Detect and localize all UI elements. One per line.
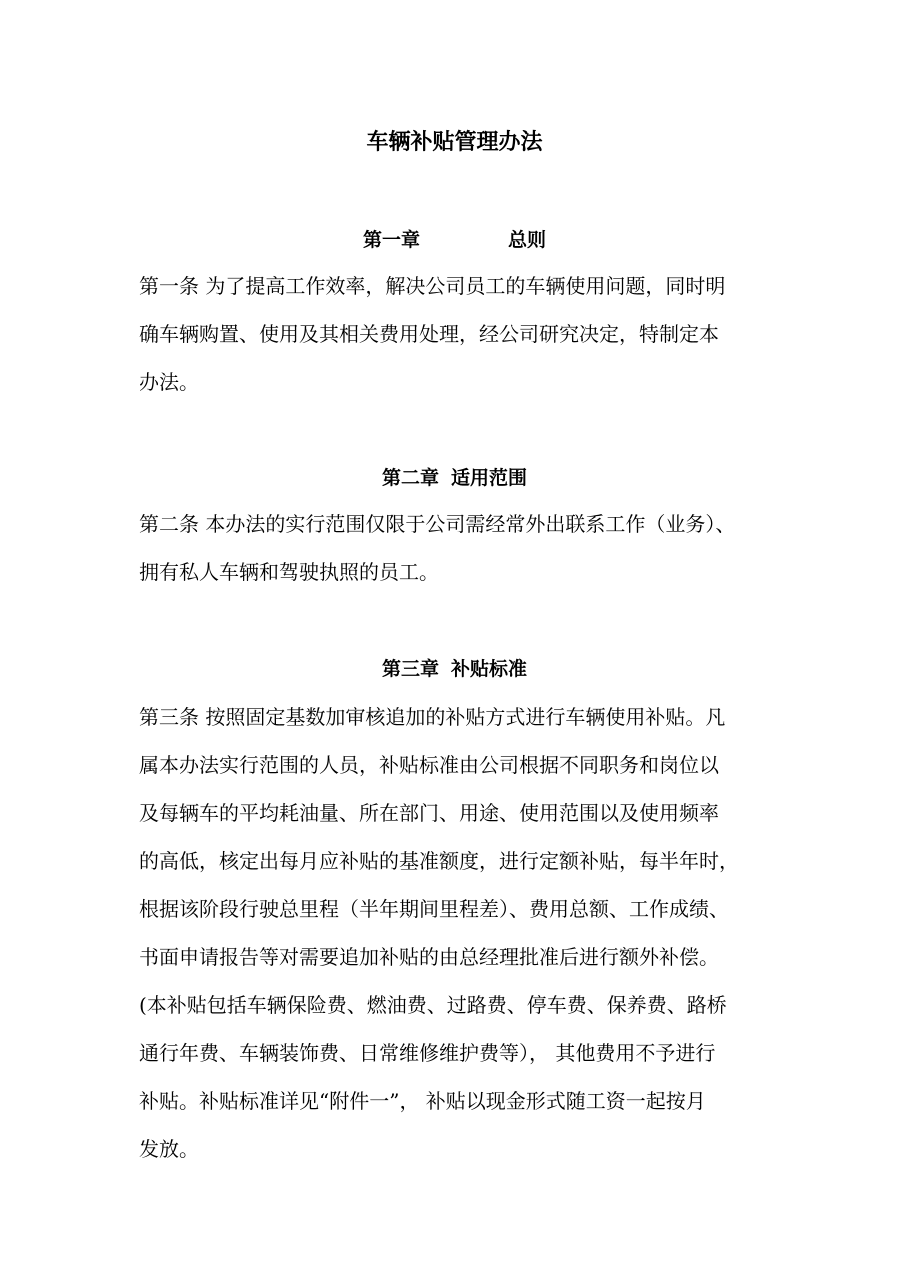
chapter-number: 第二章	[381, 467, 439, 489]
article-3	[139, 693, 789, 1173]
chapter-name: 适用范围	[451, 467, 528, 489]
article-line: 根据该阶段行驶总里程（半年期间里程差）、费用总额、工作成绩、	[139, 897, 729, 921]
chapter-number: 第一章	[362, 229, 420, 251]
article-line: 拥有私人车辆和驾驶执照的员工。	[139, 560, 439, 584]
article-line: 办法。	[139, 370, 199, 394]
article-line: 及每辆车的平均耗油量、所在部门、用途、使用范围以及使用频率	[139, 801, 719, 825]
article-line: 第二条 本办法的实行范围仅限于公司需经常外出联系工作（业务）、	[139, 512, 736, 536]
article-line: 书面申请报告等对需要追加补贴的由总经理批准后进行额外补偿。	[139, 945, 719, 969]
article-line: 通行年费、车辆装饰费、日常维修维护费等）， 其他费用不予进行	[139, 1041, 716, 1065]
article-line: 第一条 为了提高工作效率，解决公司员工的车辆使用问题，同时明	[139, 274, 726, 298]
chapter-heading-1	[0, 227, 909, 253]
article-line: 属本办法实行范围的人员，补贴标准由公司根据不同职务和岗位以	[139, 753, 719, 777]
article-line: 确车辆购置、使用及其相关费用处理，经公司研究决定，特制定本	[139, 322, 719, 346]
article-line: 的高低，核定出每月应补贴的基准额度，进行定额补贴，每半年时，	[139, 849, 739, 873]
article-line: (本补贴包括车辆保险费、燃油费、过路费、停车费、保养费、路桥	[139, 993, 727, 1017]
chapter-number: 第三章	[381, 658, 439, 680]
chapter-heading-2	[0, 465, 909, 491]
chapter-name: 补贴标准	[451, 658, 528, 680]
document-title: 车辆补贴管理办法	[366, 130, 543, 155]
chapter-name: 总则	[508, 229, 547, 251]
article-2	[139, 500, 789, 596]
article-line: 第三条 按照固定基数加审核追加的补贴方式进行车辆使用补贴。凡	[139, 705, 726, 729]
article-line: 发放。	[139, 1137, 199, 1161]
article-line: 补贴。补贴标准详见“附件一”， 补贴以现金形式随工资一起按月	[139, 1089, 706, 1113]
chapter-heading-3	[0, 656, 909, 682]
article-1	[139, 262, 789, 406]
